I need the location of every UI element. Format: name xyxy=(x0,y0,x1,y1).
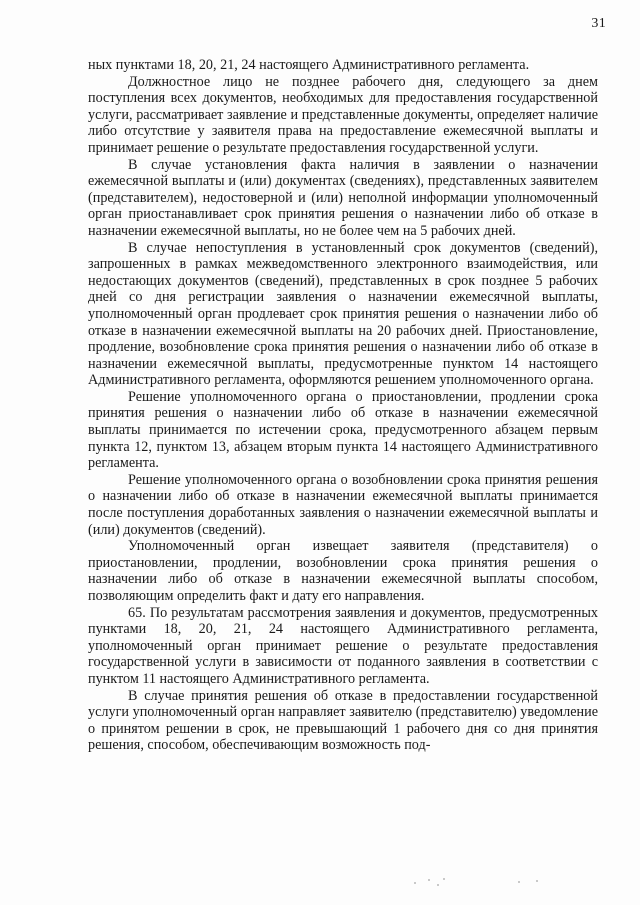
paragraph-extension-missing-docs: В случае непоступления в установленный срок документов (сведений), запрошенных в рамках межведомственного электронного взаимодействия, или недостающих документов (сведений), представленных в срок позднее 5 рабочих дней со дня регистрации заявления о назначении ежемесячной выплаты, уполномоченный орган продлевает срок принятия решения о назначении либо об отказе в назначении ежемесячной выплаты на 20 рабочих дней. Приостановление, продление, возобновление срока принятия решения о назначении либо об отказе в назначении ежемесячной выплаты, предусмотренные пунктом 14 настоящего Административного регламента, оформляются решением уполномоченного органа. xyxy=(88,239,598,389)
page-number: 31 xyxy=(591,16,606,31)
paragraph-item-65: 65. По результатам рассмотрения заявления и документов, предусмотренных пунктами 18, 20, 21, 24 настоящего Административного регламента, уполномоченный орган принимает решение о результате предоставления государственной услуги в зависимости от поданного заявления в соответствии с пунктом 11 настоящего Административного регламента. xyxy=(88,604,598,687)
paragraph-continuation: ных пунктами 18, 20, 21, 24 настоящего Административного регламента. xyxy=(88,57,530,73)
paragraph-suspension-false-info: В случае установления факта наличия в заявлении о назначении ежемесячной выплаты и (или) документах (сведениях), представленных заявителем (представителем), недостоверной и (или) неполной информации уполномоченный орган приостанавливает срок принятия решения о назначении либо об отказе в назначении ежемесячной выплаты, но не более чем на 5 рабочих дней. xyxy=(88,156,598,239)
scan-specks xyxy=(410,876,560,888)
paragraph-suspension-decision: Решение уполномоченного органа о приостановлении, продлении срока принятия решения о назначении либо об отказе в назначении ежемесячной выплаты принимается по истечении срока, предусмотренного абзацем первым пункта 12, пунктом 13, абзацем вторым пункта 14 настоящего Административного регламента. xyxy=(88,388,598,472)
paragraph-resumption-decision: Решение уполномоченного органа о возобновлении срока принятия решения о назначении либо об отказе в назначении ежемесячной выплаты принимается после поступления доработанных заявления о назначении ежемесячной выплаты и (или) документов (сведений). xyxy=(88,471,598,538)
paragraph-applicant-notification: Уполномоченный орган извещает заявителя (представителя) о приостановлении, продлении, возобновлении срока принятия решения о назначении либо об отказе в назначении ежемесячной выплаты способом, позволяющим определить факт и дату его направления. xyxy=(88,538,598,604)
paragraph-refusal-notice: В случае принятия решения об отказе в предоставлении государственной услуги уполномоченный орган направляет заявителю (представителю) уведомление о принятом решении в срок, не превышающий 1 рабочего дня со дня принятия решения, способом, обеспечивающим возможность под- xyxy=(88,687,598,754)
paragraph-official-review: Должностное лицо не позднее рабочего дня, следующего за днем поступления всех документов, необходимых для предоставления государственной услуги, рассматривает заявление и представленные документы, определяет наличие либо отсутствие у заявителя права на предоставление ежемесячной выплаты и принимает решение о результате предоставления государственной услуги. xyxy=(88,73,598,156)
document-body xyxy=(88,57,598,754)
